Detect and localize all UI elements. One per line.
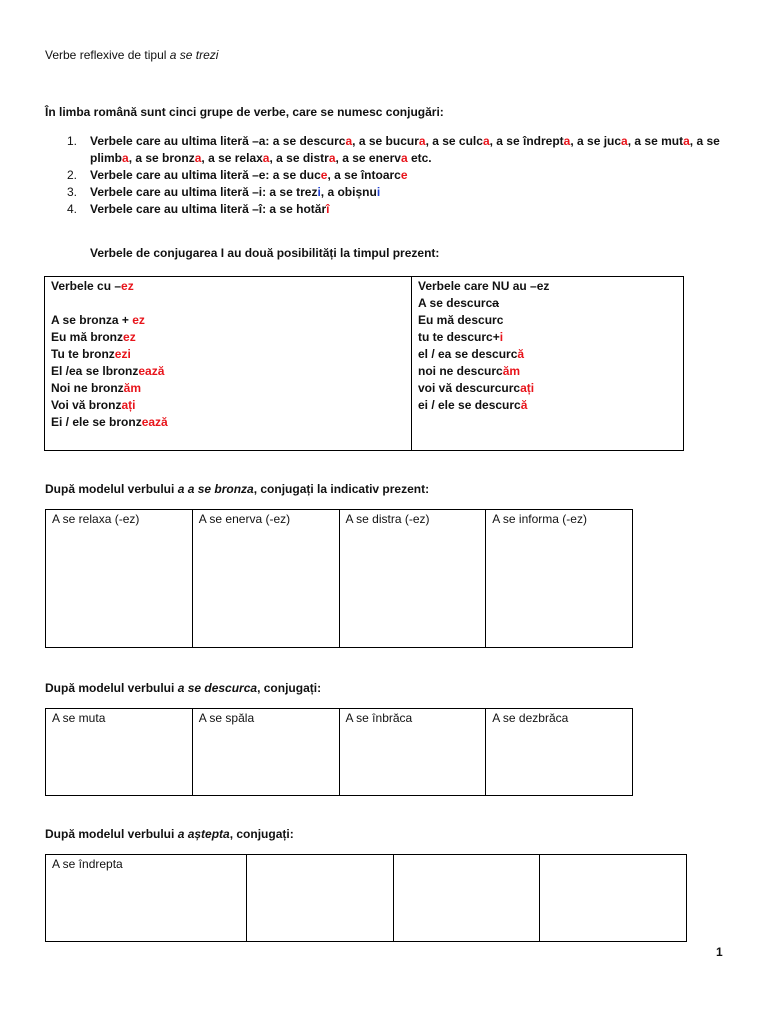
exercise-cell[interactable] <box>393 855 540 942</box>
group-item-2: 2. Verbele care au ultima literă –e: a se duce, a se întoarce <box>67 168 408 182</box>
exercise-cell[interactable]: A se enerva (-ez) <box>192 510 339 648</box>
exercise-cell[interactable]: A se spăla <box>192 709 339 796</box>
page-number: 1 <box>716 945 723 959</box>
conjugation-groups-list <box>45 133 725 218</box>
conj-row: A se descurca <box>418 296 499 310</box>
ez-header: Verbele cu –ez <box>51 279 134 293</box>
section3-heading: După modelul verbului a se descurca, conjugați: <box>45 681 322 695</box>
conj-row: A se bronza + ez <box>51 313 145 327</box>
group-item-3: 3. Verbele care au ultima literă –i: a se trezi, a obișnui <box>67 185 381 199</box>
conj-row: Noi ne bronzăm <box>51 381 142 395</box>
exercise-cell[interactable]: A se distra (-ez) <box>339 510 486 648</box>
no-ez-header: Verbele care NU au –ez <box>418 279 550 293</box>
document-title: Verbe reflexive de tipul a se trezi <box>45 48 219 62</box>
conj-row: tu te descurc+i <box>418 330 504 344</box>
conj-row: voi vă descurcurcați <box>418 381 535 395</box>
exercise-cell[interactable] <box>540 855 687 942</box>
exercise-cell[interactable]: A se muta <box>46 709 193 796</box>
exercise-cell[interactable] <box>247 855 394 942</box>
descurca-exercise-table <box>45 708 633 796</box>
bronza-exercise-table <box>45 509 633 648</box>
conj-row: Eu mă bronzez <box>51 330 136 344</box>
conj-row: El /ea se lbronzează <box>51 364 165 378</box>
conj-row: Ei / ele se bronzează <box>51 415 168 429</box>
exercise-cell[interactable]: A se dezbrăca <box>486 709 633 796</box>
conj-row: noi ne descurcăm <box>418 364 521 378</box>
ez-comparison-table <box>44 276 684 451</box>
section2-heading: După modelul verbului a a se bronza, conjugați la indicativ prezent: <box>45 482 430 496</box>
group-item-1: 1. Verbele care au ultima literă –a: a se descurca, a se bucura, a se culca, a se îndrepta, a se juca, a se muta, a se plimba, a se bronza, a se relaxa, a se distra, a se enerva etc. <box>67 134 720 165</box>
ez-column <box>45 277 412 451</box>
exercise-cell[interactable]: A se înbrăca <box>339 709 486 796</box>
spacer <box>51 295 405 312</box>
conj-row: Tu te bronzezi <box>51 347 131 361</box>
exercise-cell[interactable]: A se îndrepta <box>46 855 247 942</box>
conj-row: ei / ele se descurcă <box>418 398 528 412</box>
conjugation-note: Verbele de conjugarea I au două posibilități la timpul prezent: <box>90 246 440 260</box>
exercise-cell[interactable]: A se relaxa (-ez) <box>46 510 193 648</box>
no-ez-column <box>412 277 684 451</box>
exercise-cell[interactable]: A se informa (-ez) <box>486 510 633 648</box>
conj-row: el / ea se descurcă <box>418 347 525 361</box>
astepta-exercise-table <box>45 854 687 942</box>
conj-row: Eu mă descurc <box>418 313 504 327</box>
section4-heading: După modelul verbului a aștepta, conjugați: <box>45 827 294 841</box>
group-item-4: 4. Verbele care au ultima literă –î: a se hotărî <box>67 202 330 216</box>
conj-row: Voi vă bronzați <box>51 398 136 412</box>
intro-text: În limba română sunt cinci grupe de verbe, care se numesc conjugări: <box>45 105 444 119</box>
